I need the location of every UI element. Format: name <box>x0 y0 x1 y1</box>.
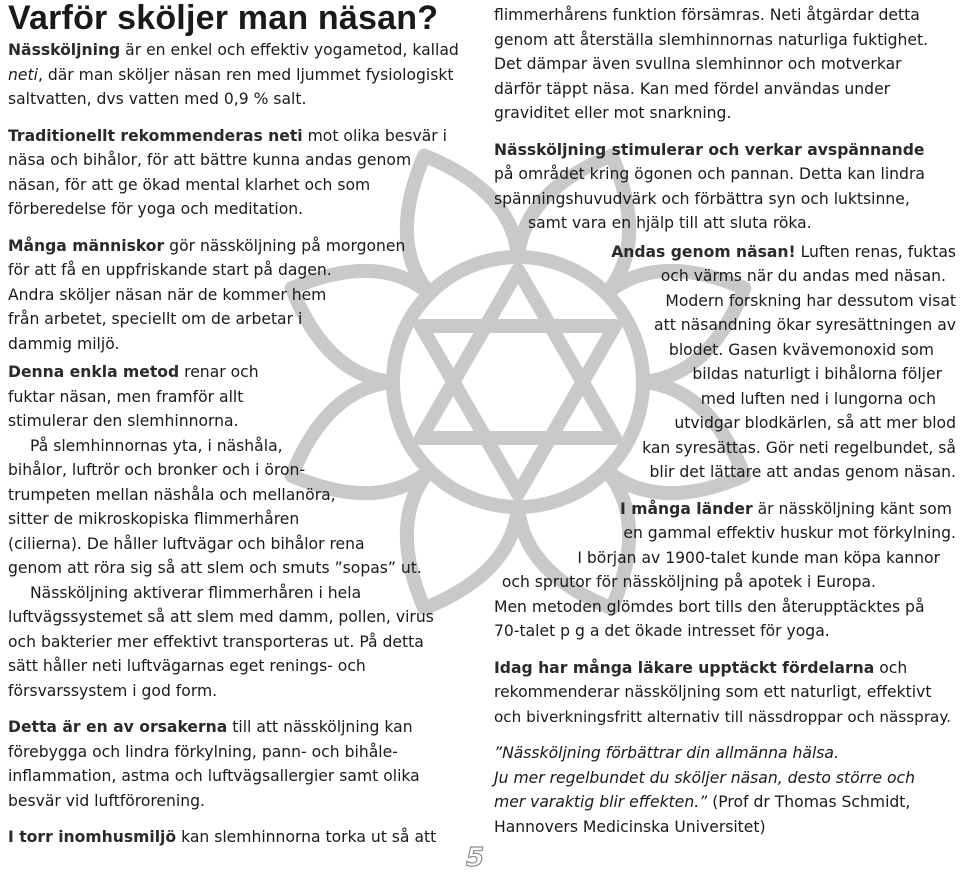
paragraph-relaxing: Nässköljning stimulerar och verkar avspännande på området kring ögonen och pannan. Detta kan lindra spänningshuvudvärk och förbättra syn och luktsinne, samt vara en hjälp till att sluta röka. <box>494 140 925 232</box>
paragraph-dry-air: I torr inomhusmiljö kan slemhinnorna torka ut så att <box>8 828 437 846</box>
paragraph-method: Denna enkla metod renar och fuktar näsan, men framför allt stimulerar den slemhinnorna. På slemhinnornas yta, i näshåla, bihålor, luftrör och bronker och i öron- trumpeten mellan näshåla och mellanöra, sitter de mikroskopiska flimmerhåren (cilierna). De håller luftvägar och bihålor rena genom att röra sig så att slem och smuts ”sopas” ut. Nässköljning aktiverar flimmerhåren i hela luftvägssystemet så att slem med damm, pollen, virus och bakterier mer effektivt transporteras ut. På detta sätt håller neti luftvägarnas eget renings- och försvarssystem i god form. <box>8 363 434 700</box>
paragraph-history: I många länder är nässköljning känt som en gammal effektiv huskur mot förkylning. I början av 1900-talet kunde man köpa kannor och sprutor för nässköljning på apotek i Europa. <box>501 499 956 591</box>
paragraph-doctors: Idag har många läkare upptäckt fördelarna och rekommenderar nässköljning som ett naturligt, effektivt och biverkningsfritt alternativ till nässdroppar och nässpray. <box>494 658 952 726</box>
left-column <box>8 0 464 850</box>
paragraph-history-end: Men metoden glömdes bort tills den återupptäcktes på 70-talet p g a det ökade intresset för yoga. <box>494 597 925 640</box>
quote: ”Nässköljning förbättrar din allmänna hälsa. Ju mer regelbundet du sköljer näsan, desto större och mer varaktig blir effekten.” (Prof dr Thomas Schmidt, Hannovers Medicinska Universitet) <box>494 744 916 836</box>
page-title: Varför sköljer man näsan? <box>8 0 439 37</box>
paragraph-tradition: Traditionellt rekommenderas neti mot olika besvär i näsa och bihålor, för att bättre kunna andas genom näsan, för att ge ökad mental klarhet och som förberedelse för yoga och meditation. <box>8 126 447 218</box>
paragraph-morning: Många människor gör nässköljning på morgonen för att få en uppfriskande start på dagen. Andra sköljer näsan när de kommer hem från arbetet, speciellt om de arbetar i dammig miljö. <box>8 236 406 353</box>
paragraph-continuation: flimmerhårens funktion försämras. Neti åtgärdar detta genom att återställa slemhinnornas naturliga fuktighet. Det dämpar även svullna slemhinnor och motverkar därför täppt näsa. Kan med fördel användas under graviditet eller mot snarkning. <box>494 6 929 122</box>
paragraph-prevention: Detta är en av orsakerna till att nässköljning kan förebygga och lindra förkylning, pann- och bihåle- inflammation, astma och luftvägsallergier samt olika besvär vid luftförorening. <box>8 718 420 810</box>
paragraph-breathe: Andas genom näsan! Luften renas, fuktas och värms när du andas med näsan. Modern forskning har dessutom visat att näsandning ökar syresättningen av blodet. Gasen kvävemonoxid som bildas naturligt i bihålorna följer med luften ned i lungorna och utvidgar blodkärlen, så att mer blod kan syresättas. Gör neti regelbundet, så blir det lättare att andas genom näsan. <box>611 242 956 481</box>
paragraph-intro: Nässköljning är en enkel och effektiv yogametod, kallad neti, där man sköljer näsan ren med ljummet fysiologiskt saltvatten, dvs vatten med 0,9 % salt. <box>8 41 459 108</box>
page-number: 5 <box>466 843 485 873</box>
right-column <box>494 0 956 839</box>
